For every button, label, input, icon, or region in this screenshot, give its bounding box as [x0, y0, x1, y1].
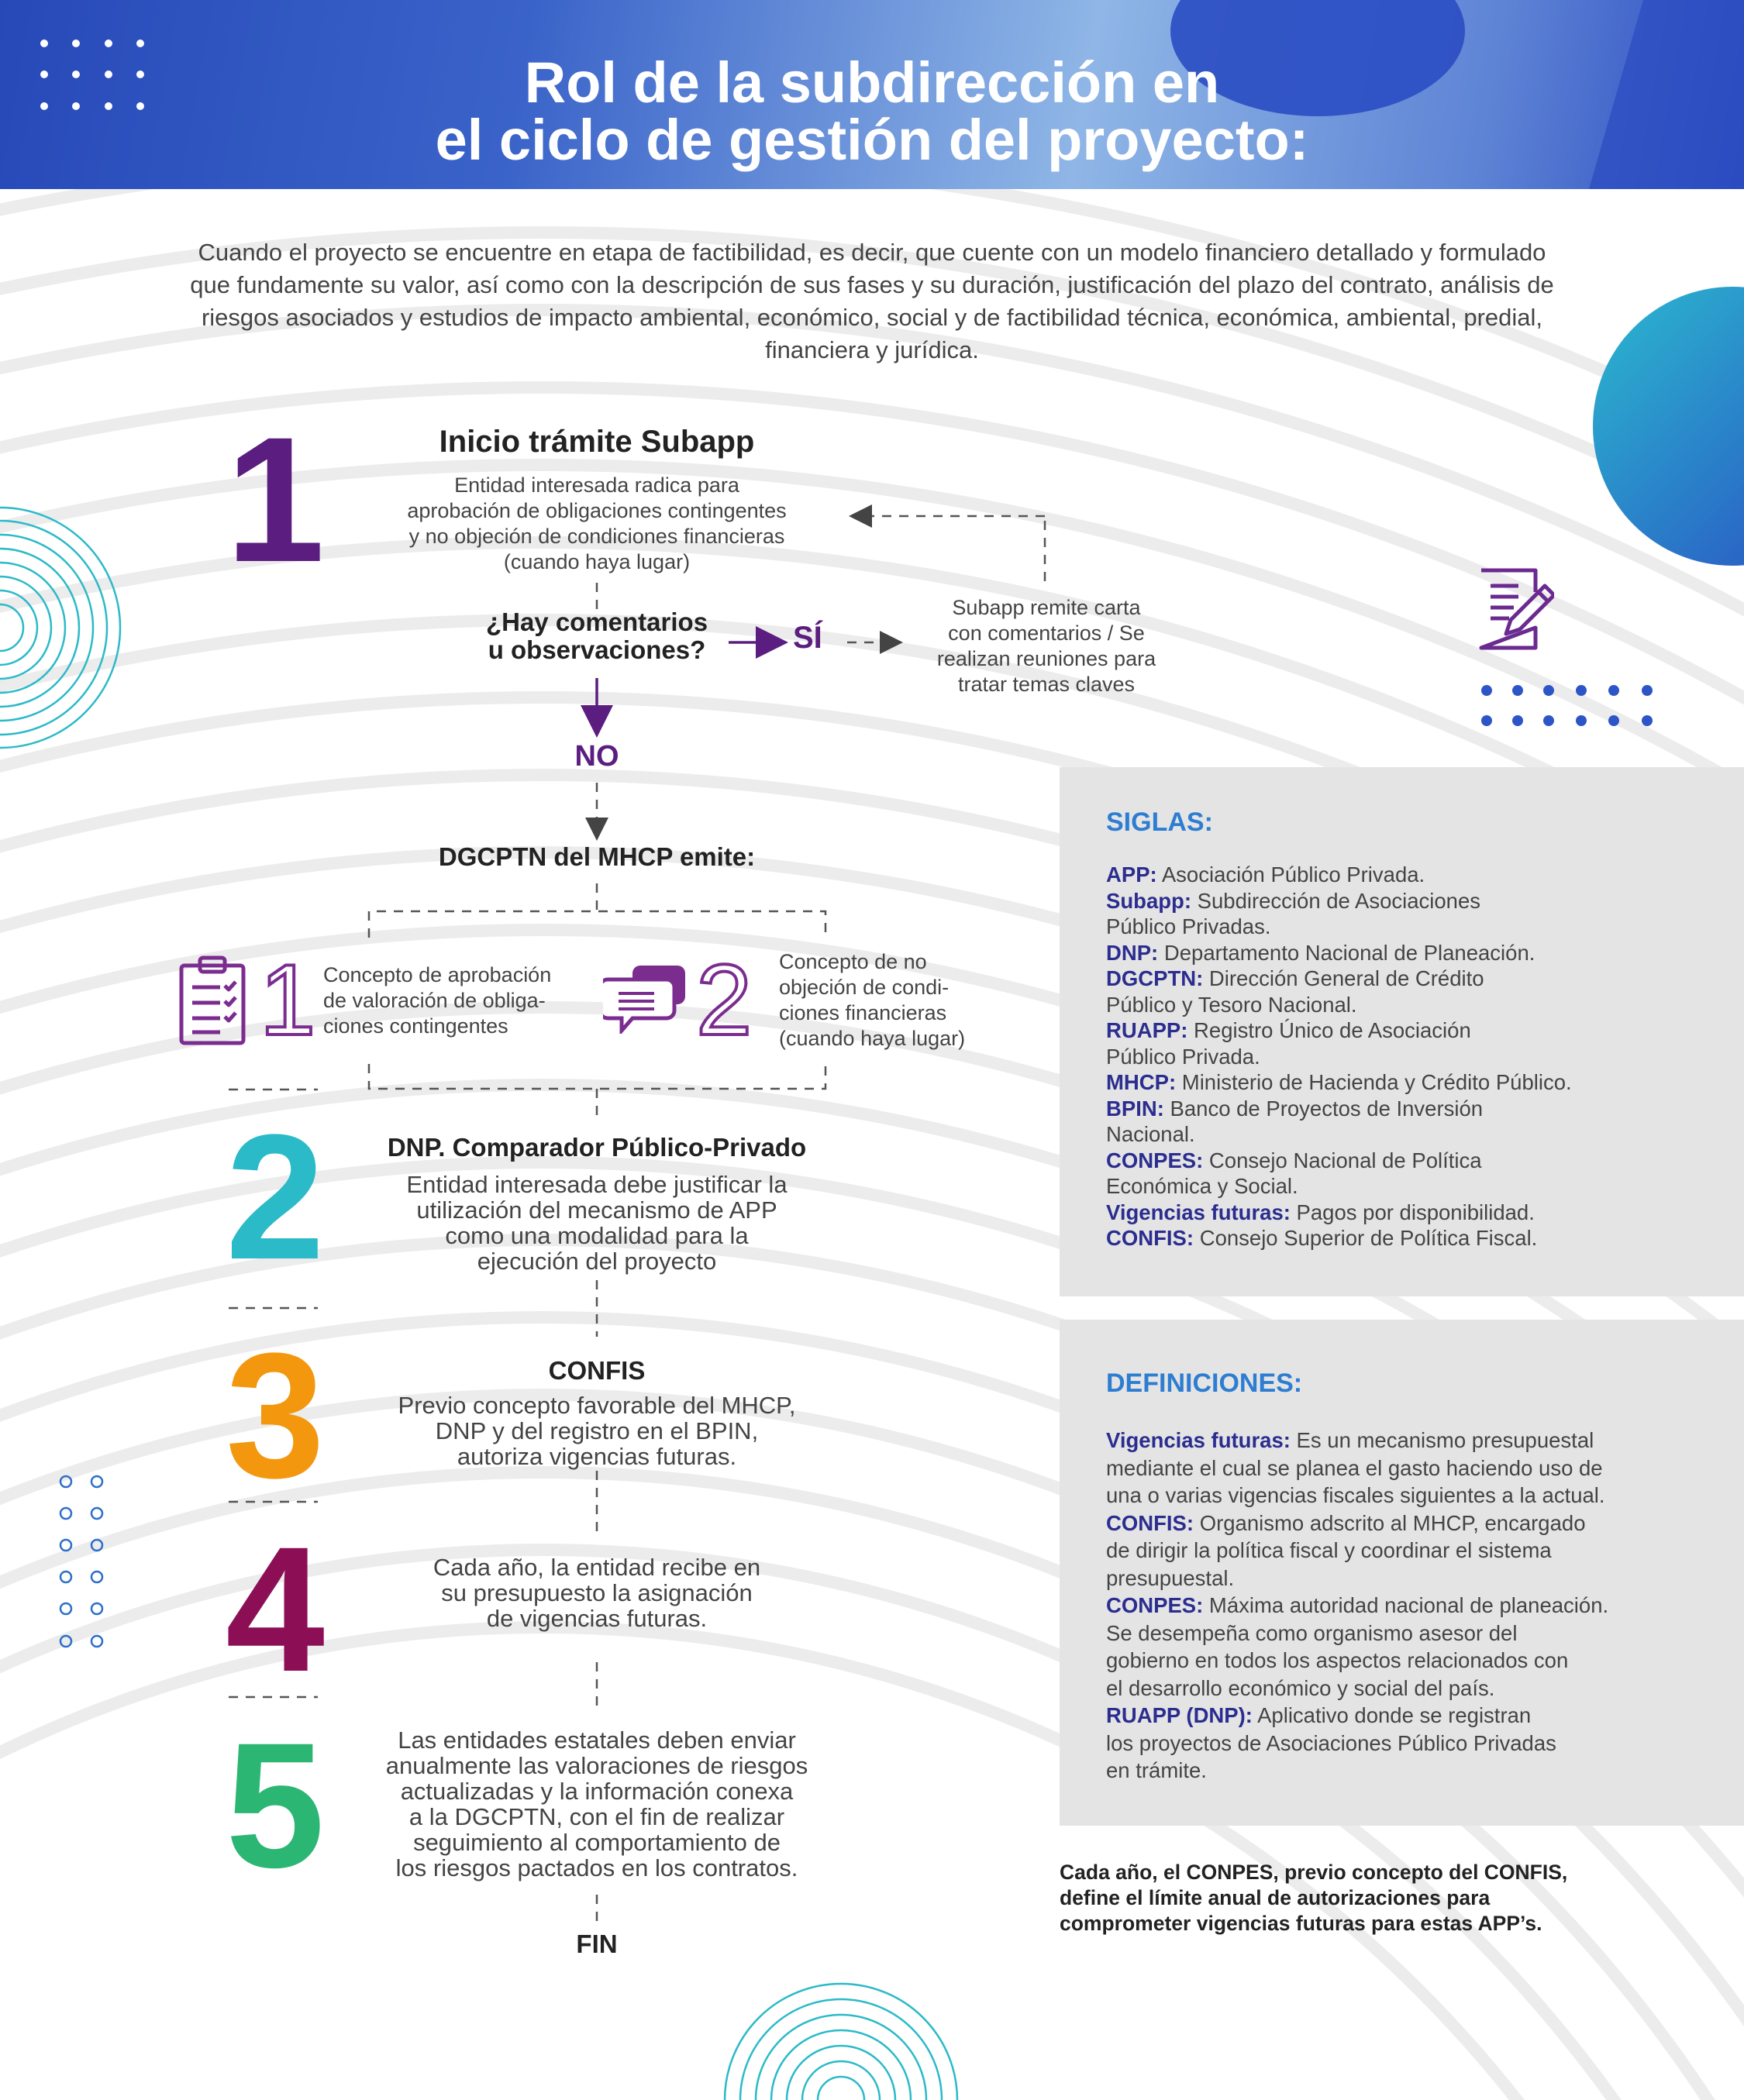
definiciones-line: de dirigir la política fiscal y coordinar el sistema — [1106, 1538, 1552, 1562]
concept-2-number: 2 — [696, 943, 753, 1056]
clipboard-checklist-icon — [177, 955, 248, 1046]
step-4-description: Cada año, la entidad recibe en su presupuesto la asignación de vigencias futuras. — [433, 1554, 761, 1632]
siglas-line: APP: Asociación Público Privada. — [1106, 862, 1425, 886]
step-3-title: CONFIS — [548, 1356, 646, 1385]
definiciones-line: en trámite. — [1106, 1758, 1207, 1782]
end-label: FIN — [576, 1930, 618, 1958]
step-3-number: 3 — [226, 1316, 325, 1515]
siglas-line: DGCPTN: Dirección General de Crédito — [1106, 966, 1484, 990]
definiciones-line: gobierno en todos los aspectos relacionados con — [1106, 1648, 1569, 1672]
definiciones-line: CONFIS: Organismo adscrito al MHCP, encargado — [1106, 1510, 1586, 1535]
siglas-line: Público Privada. — [1106, 1044, 1260, 1069]
definiciones-line: RUAPP (DNP): Aplicativo donde se registran — [1106, 1703, 1532, 1727]
yes-description: Subapp remite carta con comentarios / Se realizan reuniones para tratar temas claves — [936, 596, 1156, 696]
page-title-line2: el ciclo de gestión del proyecto: — [435, 108, 1309, 172]
siglas-line: MHCP: Ministerio de Hacienda y Crédito Público. — [1106, 1070, 1572, 1094]
chat-bubble-icon — [603, 962, 688, 1034]
siglas-line: RUAPP: Registro Único de Asociación — [1106, 1018, 1471, 1042]
step-4-number: 4 — [226, 1510, 325, 1709]
step-5-number: 5 — [226, 1706, 325, 1905]
no-label: NO — [574, 740, 619, 773]
conpes-note: Cada año, el CONPES, previo concepto del CONFIS, define el límite anual de autorizaciones para comprometer vigencias futuras para estas APP’s. — [1060, 1861, 1568, 1935]
intro-paragraph: Cuando el proyecto se encuentre en etapa de factibilidad, es decir, que cuente con un modelo financiero detallado y formulado que fundamente su valor, así como con la descripción de sus fases y su duración, justificación del plazo del contrato, análisis de riesgos asociados y estudios de impacto ambiental, económico, social y de factibilidad técnica, económica, ambiental, predial, financiera y jurídica. — [190, 239, 1554, 363]
definiciones-list — [1106, 1427, 1608, 1785]
siglas-line: BPIN: Banco de Proyectos de Inversión — [1106, 1096, 1484, 1121]
definiciones-line: los proyectos de Asociaciones Público Privadas — [1106, 1730, 1556, 1755]
definiciones-line: mediante el cual se planea el gasto haciendo uso de — [1106, 1455, 1603, 1480]
question-comments: ¿Hay comentarios u observaciones? — [485, 608, 708, 664]
step-3-description: Previo concepto favorable del MHCP, DNP y del registro en el BPIN, autoriza vigencias futuras. — [398, 1392, 796, 1470]
siglas-list — [1106, 862, 1572, 1251]
siglas-line: Vigencias futuras: Pagos por disponibilidad. — [1106, 1200, 1535, 1224]
page-title-line1: Rol de la subdirección en — [524, 50, 1220, 115]
definiciones-line: una o varias vigencias fiscales siguientes a la actual. — [1106, 1483, 1605, 1507]
siglas-line: Económica y Social. — [1106, 1174, 1298, 1198]
definiciones-line: Se desempeña como organismo asesor del — [1106, 1620, 1518, 1645]
siglas-line: CONFIS: Consejo Superior de Política Fiscal. — [1106, 1226, 1538, 1250]
definiciones-line: Vigencias futuras: Es un mecanismo presupuestal — [1106, 1428, 1594, 1452]
siglas-line: Subapp: Subdirección de Asociaciones — [1106, 888, 1481, 913]
siglas-line: Nacional. — [1106, 1122, 1195, 1146]
step-2-description: Entidad interesada debe justificar la utilización del mecanismo de APP como una modalidad para la ejecución del proyecto — [406, 1171, 788, 1275]
step-1-number: 1 — [226, 400, 325, 599]
definiciones-title: DEFINICIONES: — [1106, 1368, 1303, 1398]
definiciones-line: presupuestal. — [1106, 1565, 1235, 1590]
siglas-line: CONPES: Consejo Nacional de Política — [1106, 1148, 1482, 1172]
step-1-description: Entidad interesada radica para aprobación de obligaciones contingentes y no objeción de condiciones financieras (cuando haya lugar) — [407, 473, 787, 573]
concept-1-description: Concepto de aprobación de valoración de obliga- ciones contingentes — [323, 963, 552, 1038]
siglas-line: Público y Tesoro Nacional. — [1106, 992, 1357, 1017]
definiciones-panel — [1060, 1320, 1744, 1826]
siglas-line: DNP: Departamento Nacional de Planeación. — [1106, 940, 1535, 965]
definiciones-line: el desarrollo económico y social del país. — [1106, 1675, 1495, 1700]
definiciones-line: CONPES: Máxima autoridad nacional de planeación. — [1106, 1593, 1609, 1617]
document-pen-icon — [1477, 566, 1554, 655]
concept-2-description: Concepto de no objeción de condi- ciones financieras (cuando haya lugar) — [779, 950, 966, 1050]
yes-label: SÍ — [793, 621, 822, 655]
siglas-title: SIGLAS: — [1106, 807, 1213, 837]
step-2-number: 2 — [226, 1097, 325, 1296]
step-5-description: Las entidades estatales deben enviar anualmente las valoraciones de riesgos actualizadas y la información conexa a la DGCPTN, con el fin de realizar seguimiento al comportamiento de los riesgos pactados en los contratos. — [385, 1726, 808, 1881]
step-2-title: DNP. Comparador Público-Privado — [387, 1133, 807, 1162]
siglas-line: Público Privadas. — [1106, 914, 1271, 938]
siglas-panel — [1060, 767, 1744, 1296]
dgcptn-emits: DGCPTN del MHCP emite: — [438, 842, 756, 871]
concept-1-number: 1 — [260, 943, 316, 1056]
step-1-title: Inicio trámite Subapp — [439, 425, 755, 459]
